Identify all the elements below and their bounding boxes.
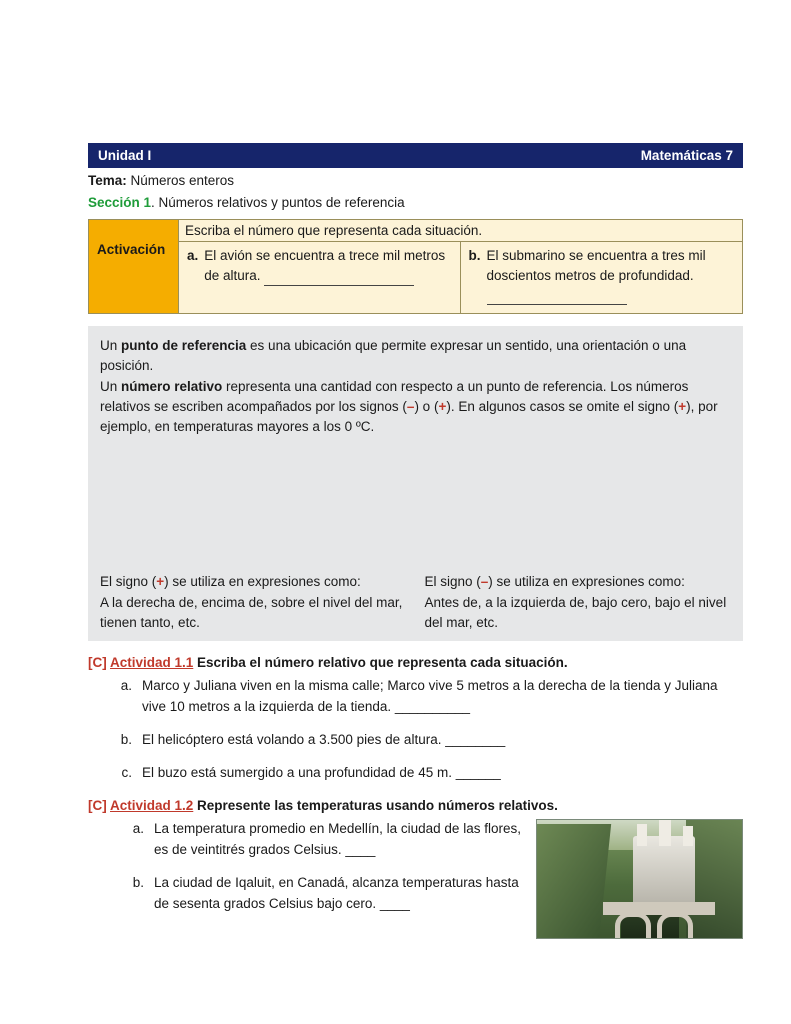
p2-post: ), por ejemplo, en temperaturas mayores a los 0 ºC.	[100, 398, 718, 435]
document-header	[88, 143, 743, 168]
p1-bold: punto de referencia	[121, 338, 247, 354]
photo-cliff-left	[536, 824, 611, 939]
activity-instruction: Represente las temperaturas usando números relativos.	[193, 797, 558, 813]
list-item	[128, 819, 524, 861]
activacion-body	[179, 220, 742, 313]
sanctuary-photo	[536, 819, 743, 939]
p2-mid3: ). En algunos casos se omite el signo (	[446, 398, 679, 414]
list-item	[128, 873, 524, 915]
item-text: El submarino se encuentra a tres mil doscientos metros de profundidad.	[487, 246, 735, 305]
activity-code: [C]	[88, 655, 107, 671]
photo-arch	[657, 912, 693, 939]
minus-sign: –	[406, 398, 415, 414]
activity-instruction: Escriba el número relativo que representa cada situación.	[193, 655, 568, 671]
p2-mid: representa una cantidad con respecto a un punto de referencia. Los números relativos se escriben acompañados por los signos (	[100, 378, 689, 414]
seccion-value: . Números relativos y puntos de referencia	[151, 195, 405, 211]
photo-spire	[637, 824, 647, 846]
item-text: Marco y Juliana viven en la misma calle; Marco vive 5 metros a la derecha de la tienda y Juliana vive 10 metros a la izquierda de la tienda. __________	[142, 678, 718, 715]
photo-spire	[659, 820, 671, 846]
item-marker: a.	[120, 678, 132, 694]
plus-sign: +	[438, 398, 447, 414]
p2-bold: número relativo	[121, 378, 223, 394]
photo-arch	[615, 912, 651, 939]
activity-1-2-body	[88, 813, 743, 939]
photo-spire	[683, 826, 693, 846]
item-marker: c.	[121, 764, 132, 780]
plus-sign: +	[156, 574, 165, 590]
plus-sign: +	[678, 398, 687, 414]
activacion-item-b	[461, 242, 743, 313]
worksheet-page	[88, 143, 743, 939]
col-right-post: ) se utiliza en expresiones como:	[488, 574, 685, 590]
concept-box	[88, 326, 743, 641]
tema-line	[88, 172, 743, 190]
activacion-item-a	[179, 242, 461, 313]
answer-blank[interactable]	[487, 291, 627, 305]
col-left-examples: A la derecha de, encima de, sobre el nivel del mar, tienen tanto, etc.	[100, 594, 403, 630]
activity-title: Actividad 1.1	[110, 655, 194, 671]
tema-value: Números enteros	[126, 173, 235, 188]
col-right-pre: El signo (	[424, 574, 481, 590]
item-text: El avión se encuentra a trece mil metros de altura.	[204, 246, 451, 305]
item-marker: b.	[120, 731, 132, 747]
seccion-line	[88, 194, 743, 212]
concept-column-positive	[100, 572, 407, 633]
activity-1-2-list	[128, 819, 524, 915]
activity-title: Actividad 1.2	[110, 797, 194, 813]
activacion-label: Activación	[89, 220, 179, 313]
answer-blank[interactable]	[264, 272, 414, 286]
col-left-post: ) se utiliza en expresiones como:	[164, 574, 361, 590]
list-item	[116, 730, 743, 751]
p2-mid2: ) o (	[414, 398, 439, 414]
item-letter: b.	[468, 248, 481, 264]
item-text: La ciudad de Iqaluit, en Canadá, alcanza temperaturas hasta de sesenta grados Celsius bajo cero. ____	[154, 874, 519, 911]
list-item	[116, 763, 743, 784]
activity-1-1-heading	[88, 655, 743, 670]
p1-post: es una ubicación que permite expresar un sentido, una orientación o una posición.	[100, 338, 687, 374]
activacion-prompt: Escriba el número que representa cada situación.	[179, 220, 742, 242]
subject-title: Matemáticas 7	[640, 148, 733, 163]
concept-column-negative	[425, 572, 732, 633]
activacion-items	[179, 242, 742, 313]
item-marker: a.	[132, 820, 144, 836]
unit-title: Unidad I	[98, 148, 152, 163]
seccion-label: Sección 1	[88, 195, 152, 211]
photo-bridge	[603, 902, 715, 915]
concept-columns	[100, 572, 731, 633]
col-left-pre: El signo (	[100, 574, 157, 590]
activity-1-2-text	[88, 813, 524, 927]
concept-paragraph-1	[100, 336, 731, 377]
item-text: El buzo está sumergido a una profundidad de 45 m. ______	[142, 764, 501, 780]
minus-sign: –	[480, 574, 489, 590]
item-text: La temperatura promedio en Medellín, la ciudad de las flores, es de veintitrés grados Celsius. ____	[154, 820, 521, 857]
list-item	[116, 676, 743, 718]
item-marker: b.	[132, 874, 144, 890]
col-right-examples: Antes de, a la izquierda de, bajo cero, bajo el nivel del mar, etc.	[424, 594, 727, 630]
activity-code: [C]	[88, 797, 107, 813]
activacion-box	[88, 219, 743, 314]
activity-1-1-list	[116, 676, 743, 784]
tema-label: Tema:	[88, 173, 127, 188]
p2-pre: Un	[100, 378, 122, 394]
activity-1-2-heading	[88, 798, 743, 813]
item-text: El helicóptero está volando a 3.500 pies de altura. ________	[142, 731, 506, 747]
concept-paragraph-2	[100, 377, 731, 438]
item-letter: a.	[187, 248, 199, 264]
p1-pre: Un	[100, 338, 122, 354]
